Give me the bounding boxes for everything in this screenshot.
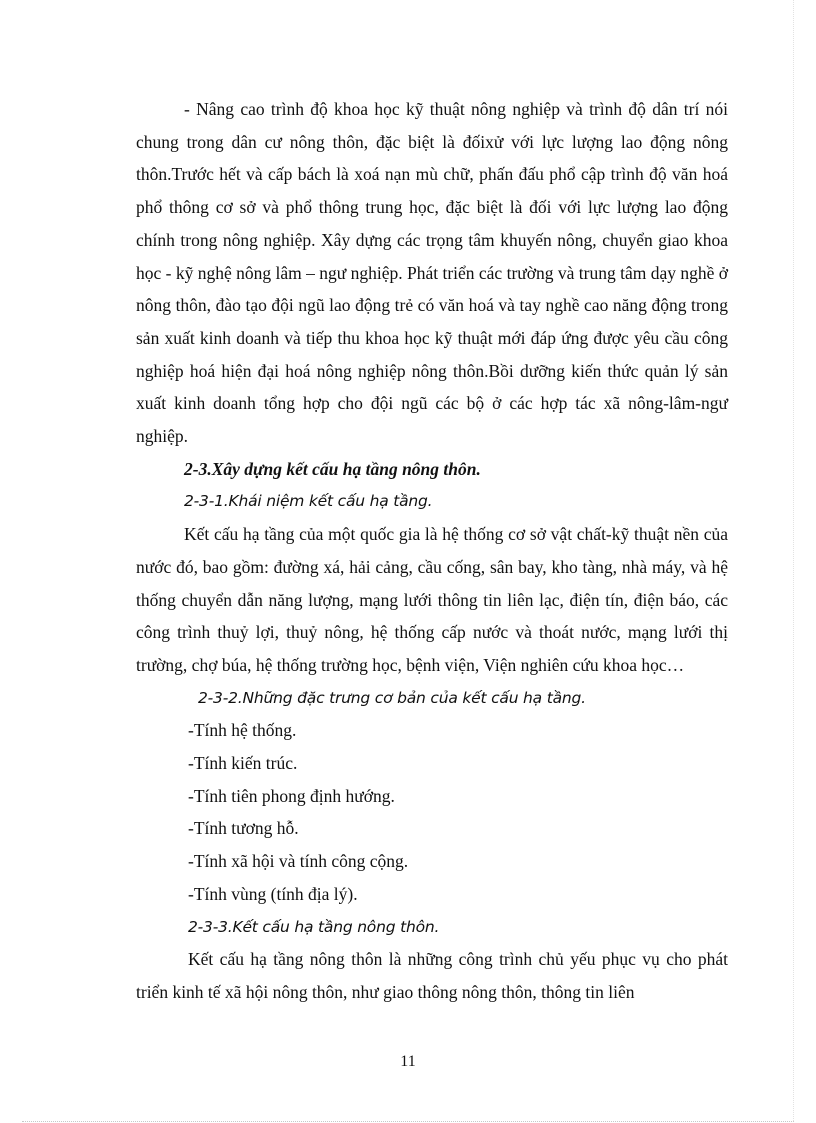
- paragraph-infrastructure-definition: Kết cấu hạ tầng của một quốc gia là hệ thống cơ sở vật chất-kỹ thuật nền của nước đó, bao gồm: đường xá, hải cảng, cầu cống, sân bay, kho tàng, nhà máy, và hệ thống chuyển dẫn năng lượng, mạng lưới thông tin liên lạc, điện tín, điện báo, các công trình thuỷ lợi, thuỷ nông, hệ thống cấp nước và thoát nước, mạng lưới thị trường, chợ búa, hệ thống trường học, bệnh viện, Viện nghiên cứu khoa học…: [136, 524, 728, 675]
- list-item: -Tính hệ thống.: [188, 720, 297, 741]
- list-item: -Tính vùng (tính địa lý).: [188, 883, 358, 904]
- subheading-concept: 2-3-1.Khái niệm kết cấu hạ tầng.: [184, 492, 433, 511]
- section-heading: 2-3.Xây dựng kết cấu hạ tầng nông thôn.: [184, 458, 481, 479]
- list-item: -Tính xã hội và tính công cộng.: [188, 851, 409, 872]
- subheading-rural-infrastructure: 2-3-3.Kết cấu hạ tầng nông thôn.: [188, 917, 440, 936]
- list-item: -Tính kiến trúc.: [188, 753, 298, 774]
- list-item: -Tính tiên phong định hướng.: [188, 785, 395, 806]
- subheading-characteristics: 2-3-2.Những đặc trưng cơ bản của kết cấu hạ tầng.: [198, 688, 586, 707]
- page-edge-bottom: [22, 1121, 794, 1122]
- paragraph-rural-infrastructure: Kết cấu hạ tầng nông thôn là những công trình chủ yếu phục vụ cho phát triển kinh tế xã hội nông thôn, như giao thông nông thôn, thông tin liên: [136, 949, 728, 1002]
- paragraph-education: - Nâng cao trình độ khoa học kỹ thuật nông nghiệp và trình độ dân trí nói chung trong dân cư nông thôn, đặc biệt là đốixử với lực lượng lao động nông thôn.Trước hết và cấp bách là xoá nạn mù chữ, phấn đấu phổ cập trình độ văn hoá phổ thông cơ sở và phổ thông trung học, đặc biệt là đối với lực lượng lao động chính trong nông nghiệp. Xây dựng các trọng tâm khuyến nông, chuyển giao khoa học - kỹ nghệ nông lâm – ngư nghiệp. Phát triển các trường và trung tâm dạy nghề ở nông thôn, đào tạo đội ngũ lao động trẻ có văn hoá và tay nghề cao năng động trong sản xuất kinh doanh và tiếp thu khoa học kỹ thuật mới đáp ứng được yêu cầu công nghiệp hoá hiện đại hoá nông nghiệp nông thôn.Bồi dưỡng kiến thức quản lý sản xuất kinh doanh tổng hợp cho đội ngũ các bộ ở các hợp tác xã nông-lâm-ngư nghiệp.: [136, 99, 728, 447]
- list-item: -Tính tương hỗ.: [188, 818, 299, 839]
- document-body: [136, 93, 728, 1009]
- page-number: 11: [400, 1053, 416, 1070]
- page-edge-right: [793, 0, 794, 1121]
